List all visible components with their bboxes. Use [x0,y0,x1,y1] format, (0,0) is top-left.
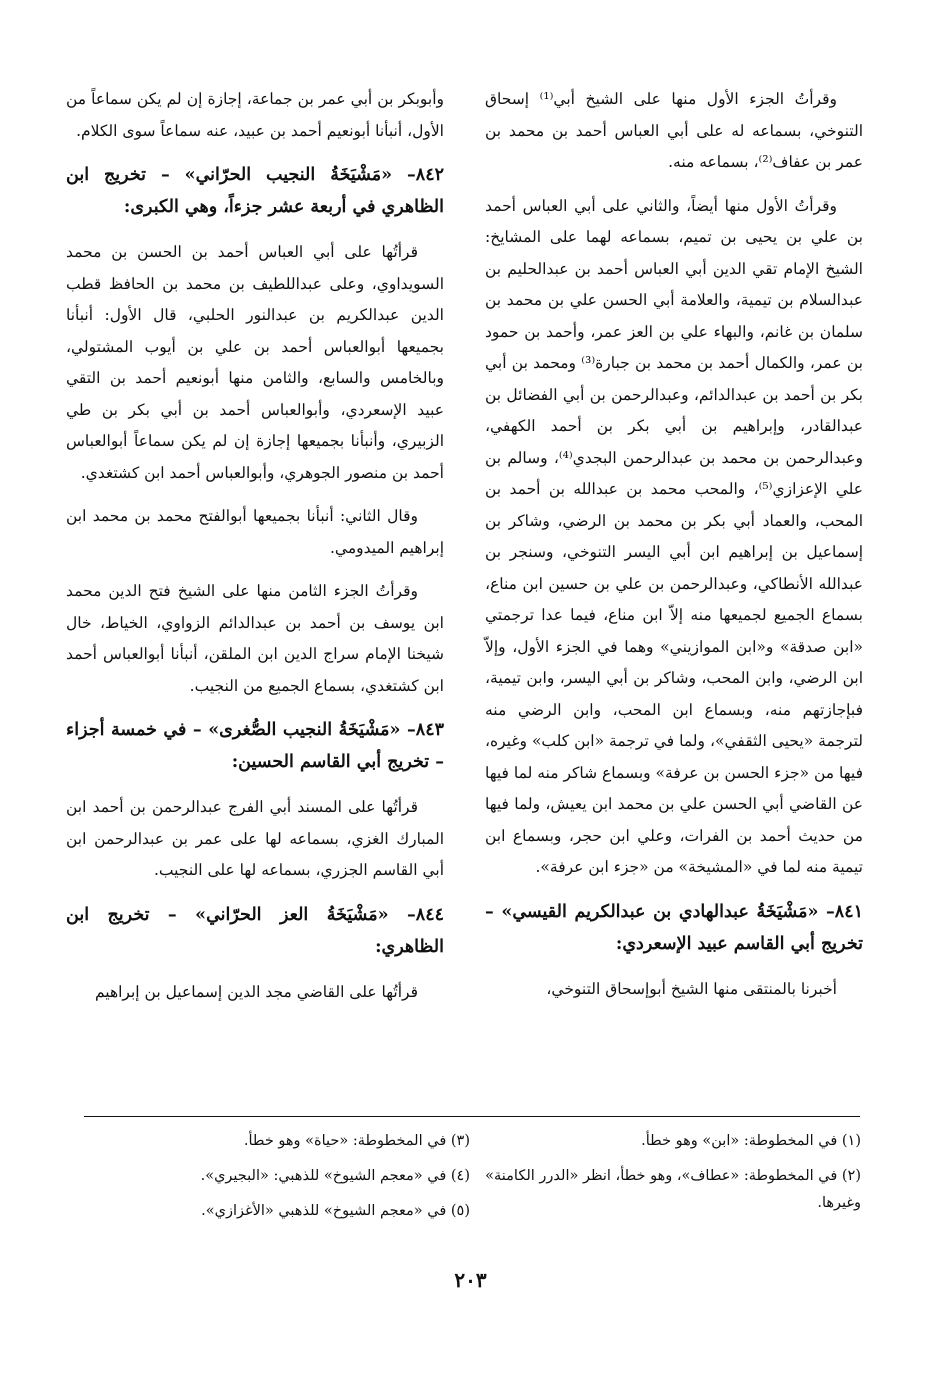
footnote-3: (٣) في المخطوطة: «حياة» وهو خطأ. [243,1133,470,1149]
paragraph: أخبرنا بالمنتقى منها الشيخ أبوإسحاق التنوخي، [546,979,837,998]
right-column [485,84,863,1017]
footnote-separator [84,1116,860,1117]
paragraph: قرأتُها على المسند أبي الفرج عبدالرحمن بن أحمد ابن المبارك الغزي، بسماعه لها على عمر بن عبدالرحمن ابن أبي القاسم الجزري، بسماعه لها على النجيب. [66,798,444,879]
paragraph: وقرأتُ الجزء الثامن منها على الشيخ فتح الدين محمد ابن يوسف بن أحمد بن عبدالدائم الزواوي، الخياط، خال شيخنا الإمام سراج الدين ابن الملقن، أنبأنا أبوالعباس أحمد ابن كشتغدي، بسماع الجميع من النجيب. [66,582,444,695]
entry-heading-844: ٨٤٤– «مَشْيَخَةُ العز الحرّاني» – تخريج ابن الظاهري: [66,904,444,957]
footnote-5: (٥) في «معجم الشيوخ» للذهبي «الأغزازي». [201,1203,470,1219]
footnote-2: (٢) في المخطوطة: «عطاف»، وهو خطأ، انظر «الدرر الكامنة» وغيرها. [485,1168,861,1211]
entry-heading-842: ٨٤٢– «مَشْيَخَةُ النجيب الحرّاني» – تخريج ابن الظاهري في أربعة عشر جزءاً، وهي الكبرى: [66,165,444,217]
paragraph: وقرأتُ الأول منها أيضاً، والثاني على أبي العباس أحمد بن علي بن يحيى بن تميم، بسماعه لهما على المشايخ: الشيخ الإمام تقي الدين أبي العباس أحمد بن عبدالحليم بن عبدالسلام بن تيمية، والعلامة أبي الحسن علي بن محمد بن سلمان بن غانم، والبهاء علي بن العز عمر، وأحمد بن حمود بن عمر، والكمال أحمد بن محمد بن جبارة⁽³⁾ ومحمد بن أبي بكر بن أحمد بن عبدالدائم، وعبدالرحمن بن أبي الفضائل بن عبدالقادر، وإبراهيم بن أبي بكر بن أحمد الكهفي، وعبدالرحمن بن محمد بن عبدالرحمن البجدي⁽⁴⁾، وسالم بن علي الإعزازي⁽⁵⁾، والمحب محمد بن عبدالله بن أحمد بن المحب، والعماد أبي بكر بن محمد بن الرضي، وشاكر بن إسماعيل بن إبراهيم ابن أبي اليسر التنوخي، وسنجر بن عبدالله الأنطاكي، وعبدالرحمن بن علي بن حسين ابن مناع، بسماع الجميع لجميعها منه إلاّ ابن مناع، فيما عدا ترجمتي «ابن صدقة» و«ابن الموازيني» وهما في الجزء الأول، وإلاّ ابن الرضي، وابن المحب، وشاكر بن أبي اليسر، وابن تيمية، فبإجازتهم منه، وبسماع ابن المحب، وابن الرضي منه لترجمة «يحيى الثقفي»، ولما في ترجمة «ابن كلب» وغيره، فيها من «جزء الحسن بن عرفة» وبسماع شاكر منه لما فيها عن القاضي أبي الحسن علي بن محمد ابن يعيش، ولما فيها من حديث أحمد بن الفرات، وعلي ابن حجر، وبسماع ابن تيمية منه لما في «المشيخة» من «جزء ابن عرفة». [485,196,863,876]
footnote-1: (١) في المخطوطة: «ابن» وهو خطأ. [641,1133,861,1149]
footnotes-right [473,1128,861,1225]
left-column [66,84,444,1020]
paragraph: قرأتُها على أبي العباس أحمد بن الحسن بن محمد السويداوي، وعلى عبداللطيف بن محمد بن الحافظ قطب الدين عبدالكريم بن عبدالنور الحلبي، قال الأول: أنبأنا بجميعها أبوالعباس أحمد بن علي بن أيوب المشتولي، وبالخامس والسابع، والثامن منها أبونعيم أحمد بن التقي عبيد الإسعردي، وأبوالعباس أحمد بن أبي بكر بن طي الزبيري، وأنبأنا بجميعها إجازة إن لم يكن سماعاً أبوالعباس أحمد بن منصور الجوهري، وأبوالعباس أحمد ابن كشتغدي. [66,243,444,482]
paragraph: وقال الثاني: أنبأنا بجميعها أبوالفتح محمد بن محمد ابن إبراهيم الميدومي. [66,507,444,557]
entry-heading-843: ٨٤٣– «مَشْيَخَةُ النجيب الصُّغرى» – في خمسة أجزاء – تخريج أبي القاسم الحسين: [66,720,444,772]
paragraph: وقرأتُ الجزء الأول منها على الشيخ أبي⁽¹⁾ إسحاق التنوخي، بسماعه له على أبي العباس أحمد بن محمد بن عمر بن عفاف⁽²⁾، بسماعه منه. [485,90,863,171]
entry-heading-841: ٨٤١– «مَشْيَخَةُ عبدالهادي بن عبدالكريم القيسي» – تخريج أبي القاسم عبيد الإسعردي: [485,901,863,954]
paragraph: قرأتُها على القاضي مجد الدين إسماعيل بن إبراهيم [94,982,418,1001]
paragraph: وأبوبكر بن أبي عمر بن جماعة، إجازة إن لم يكن سماعاً من الأول، أنبأنا أبونعيم أحمد بن عبيد، عنه سماعاً سوى الكلام. [66,90,444,140]
footnote-4: (٤) في «معجم الشيوخ» للذهبي: «البجيري». [200,1168,470,1184]
page-number: ٢٠٣ [454,1268,487,1292]
footnotes-left [90,1128,470,1233]
